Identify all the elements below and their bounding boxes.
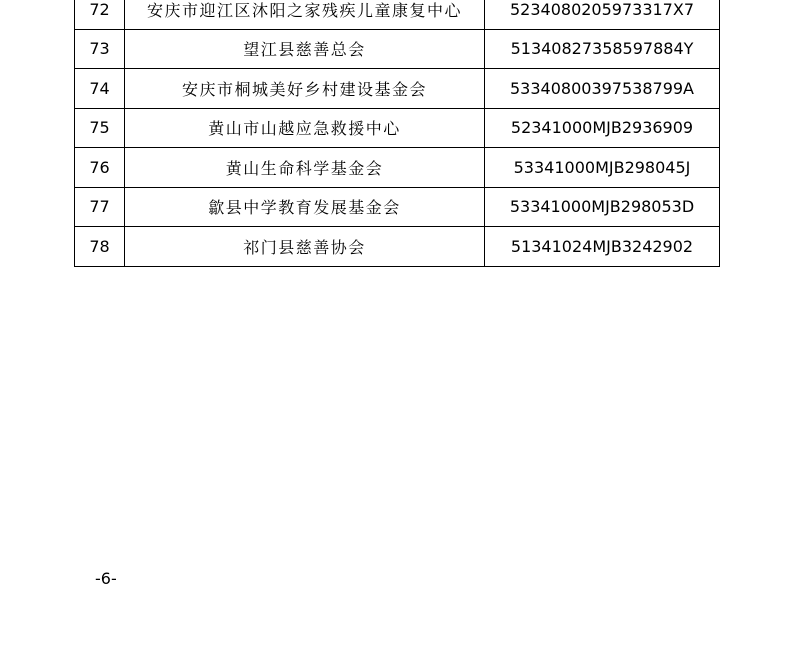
row-code-cell: 51341024MJB3242902 [485,227,720,267]
row-code-cell: 51340827358597884Y [485,29,720,69]
row-seq-cell: 75 [75,108,125,148]
table-row [75,0,720,29]
organization-table [74,0,720,267]
row-code-cell: 53341000MJB298045J [485,148,720,188]
table-row [75,108,720,148]
row-seq-cell: 74 [75,69,125,109]
row-name-cell: 歙县中学教育发展基金会 [125,187,485,227]
row-name-cell: 安庆市迎江区沐阳之家残疾儿童康复中心 [125,0,485,29]
table-row [75,69,720,109]
row-seq-cell: 73 [75,29,125,69]
row-name-cell: 祁门县慈善协会 [125,227,485,267]
table-row [75,187,720,227]
organization-table-body [75,0,720,266]
row-name-cell: 望江县慈善总会 [125,29,485,69]
page-number: -6- [95,569,117,588]
table-row [75,29,720,69]
row-code-cell: 5234080205973317X7 [485,0,720,29]
row-code-cell: 53340800397538799A [485,69,720,109]
row-name-cell: 安庆市桐城美好乡村建设基金会 [125,69,485,109]
row-code-cell: 52341000MJB2936909 [485,108,720,148]
table-row [75,227,720,267]
row-seq-cell: 78 [75,227,125,267]
row-code-cell: 53341000MJB298053D [485,187,720,227]
row-name-cell: 黄山生命科学基金会 [125,148,485,188]
row-seq-cell: 76 [75,148,125,188]
row-seq-cell: 72 [75,0,125,29]
table-row [75,148,720,188]
row-name-cell: 黄山市山越应急救援中心 [125,108,485,148]
row-seq-cell: 77 [75,187,125,227]
